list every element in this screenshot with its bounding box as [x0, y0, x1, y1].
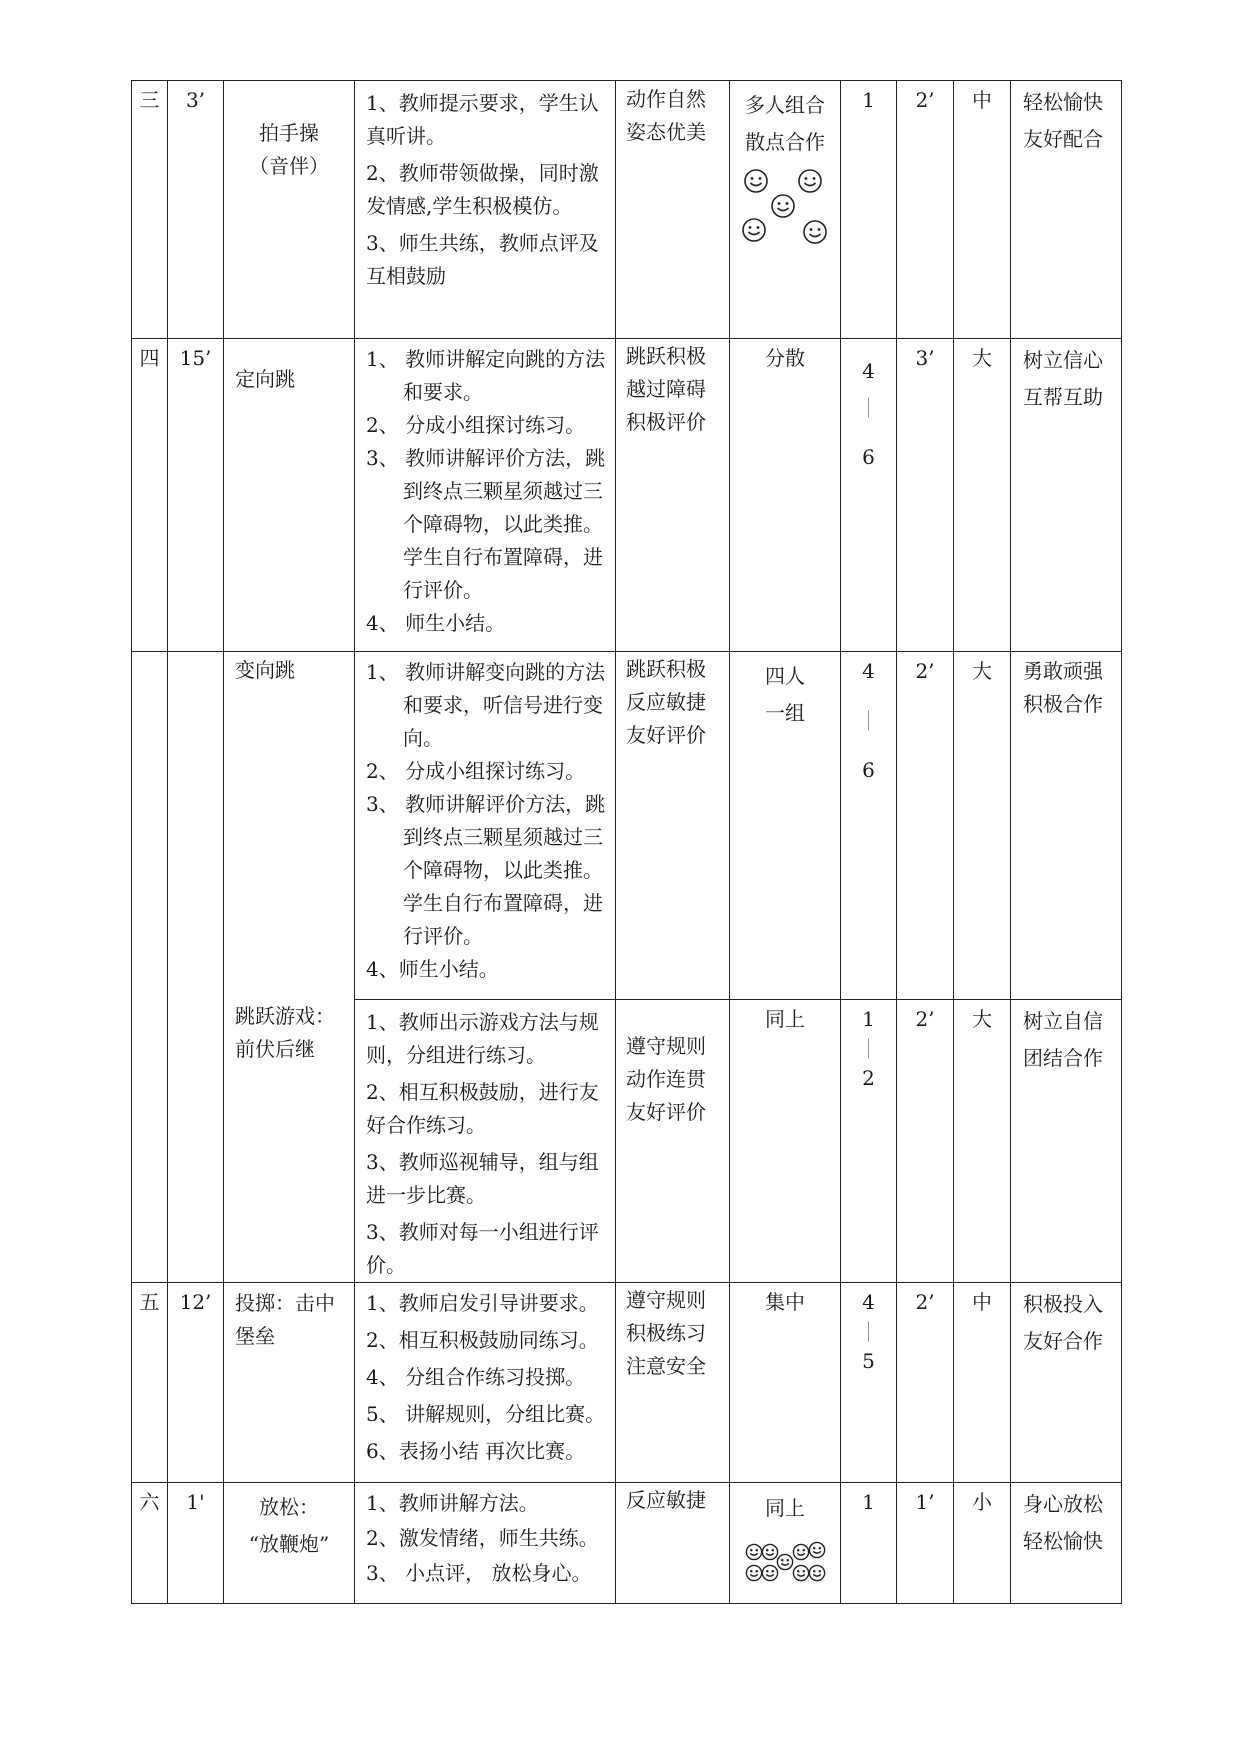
smiley-face-icon [802, 219, 828, 245]
target-line: 姿态优美 [626, 120, 706, 144]
smiley-face-icon [761, 1564, 779, 1582]
rest-cell: 3’ [897, 339, 954, 652]
step-item: 4、师生小结。 [366, 957, 499, 981]
reps-line: 1 [862, 1007, 875, 1031]
rest-cell: 2’ [897, 1000, 954, 1283]
content-line: 变向跳 [235, 658, 295, 682]
reps-line: 2 [862, 1066, 875, 1090]
content-line: 堡垒 [235, 1324, 275, 1348]
seq-cell: 五 [132, 1283, 168, 1483]
content-line: 前伏后继 [235, 1037, 315, 1061]
step-item: 5、 讲解规则，分组比赛。 [366, 1402, 606, 1426]
smiley-face-icon [743, 168, 769, 194]
formation-line: 多人组合 [745, 93, 825, 117]
content-cell [224, 1283, 355, 1483]
step-item: 3、教师巡视辅导，组与组进一步比赛。 [366, 1150, 599, 1207]
goal-cell [1011, 1283, 1122, 1483]
step-item: 2、 分成小组探讨练习。 [366, 759, 586, 783]
goal-line: 轻松愉快 [1023, 1529, 1103, 1553]
steps-cell [355, 339, 616, 652]
steps-cell [355, 652, 616, 1000]
goal-line: 树立信心 [1023, 348, 1103, 372]
target-line: 遵守规则 [626, 1034, 706, 1058]
smiley-face-icon [797, 168, 823, 194]
reps-line: 1 [862, 1490, 875, 1514]
time-cell: 1' [168, 1483, 224, 1604]
goal-line: 身心放松 [1023, 1492, 1103, 1516]
step-item: 2、相互积极鼓励，进行友好合作练习。 [366, 1080, 599, 1137]
seq-cell [132, 652, 168, 1283]
steps-cell [355, 1000, 616, 1283]
target-cell [616, 1483, 730, 1604]
target-cell [616, 1000, 730, 1283]
reps-separator: ｜ [858, 709, 879, 733]
goal-line: 积极投入 [1023, 1292, 1103, 1316]
target-line: 越过障碍 [626, 377, 706, 401]
intensity-cell: 大 [954, 339, 1011, 652]
rest-cell: 2’ [897, 1283, 954, 1483]
step-item: 6、表扬小结 再次比赛。 [366, 1439, 586, 1463]
smiley-face-icon [741, 217, 767, 243]
rest-cell: 2’ [897, 81, 954, 339]
reps-separator: ｜ [858, 1037, 879, 1061]
target-line: 遵守规则 [626, 1288, 706, 1312]
goal-cell [1011, 1000, 1122, 1283]
formation-cell [730, 1483, 841, 1604]
goal-line: 互帮互助 [1023, 385, 1103, 409]
goal-line: 树立自信 [1023, 1009, 1103, 1033]
step-item: 3、 小点评， 放松身心。 [366, 1561, 592, 1585]
step-item: 2、教师带领做操，同时激发情感,学生积极模仿。 [366, 161, 599, 218]
smiley-face-icon [808, 1541, 826, 1559]
seq-cell: 六 [132, 1483, 168, 1604]
goal-cell [1011, 81, 1122, 339]
steps-cell [355, 1283, 616, 1483]
target-cell [616, 339, 730, 652]
content-cell [224, 81, 355, 339]
step-item: 3、教师对每一小组进行评价。 [366, 1220, 599, 1277]
step-item: 1、教师提示要求，学生认真听讲。 [366, 91, 599, 148]
rest-cell: 1’ [897, 1483, 954, 1604]
step-item: 1、 教师讲解定向跳的方法和要求。 [366, 347, 606, 404]
step-item: 3、师生共练，教师点评及互相鼓励 [366, 231, 599, 288]
step-item: 2、相互积极鼓励同练习。 [366, 1328, 599, 1352]
content-line: 跳跃游戏： [235, 1004, 335, 1028]
reps-cell [841, 1283, 897, 1483]
formation-cell [730, 81, 841, 339]
table-row [132, 81, 1122, 339]
formation-diagram [730, 165, 840, 245]
target-line: 友好评价 [626, 1100, 706, 1124]
reps-line: 4 [862, 659, 875, 683]
content-line: “放鞭炮” [248, 1532, 330, 1556]
content-line: 拍手操 [259, 121, 319, 145]
reps-cell [841, 652, 897, 1000]
steps-cell [355, 81, 616, 339]
time-cell: 12’ [168, 1283, 224, 1483]
intensity-cell: 大 [954, 1000, 1011, 1283]
intensity-cell: 小 [954, 1483, 1011, 1604]
goal-line: 积极合作 [1023, 692, 1103, 716]
target-cell [616, 1283, 730, 1483]
content-cell [224, 339, 355, 652]
step-item: 4、 师生小结。 [366, 611, 506, 635]
step-item: 1、教师出示游戏方法与规则，分组进行练习。 [366, 1010, 599, 1067]
content-cell [224, 1483, 355, 1604]
target-line: 动作连贯 [626, 1067, 706, 1091]
target-line: 动作自然 [626, 87, 706, 111]
target-line: 反应敏捷 [626, 690, 706, 714]
goal-line: 团结合作 [1023, 1046, 1103, 1070]
content-line: 放松： [259, 1495, 319, 1519]
table-row [132, 1483, 1122, 1604]
formation-line: 同上 [765, 1496, 805, 1520]
target-cell [616, 652, 730, 1000]
step-item: 3、 教师讲解评价方法，跳到终点三颗星须越过三个障碍物，以此类推。学生自行布置障碍，进行评价。 [366, 446, 606, 602]
formation-line: 分散 [765, 346, 805, 370]
reps-line: 5 [862, 1349, 875, 1373]
step-item: 2、 分成小组探讨练习。 [366, 413, 586, 437]
table-row [132, 1283, 1122, 1483]
time-cell: 3’ [168, 81, 224, 339]
formation-line: 一组 [765, 701, 805, 725]
goal-line: 友好合作 [1023, 1329, 1103, 1353]
lesson-plan-table [131, 80, 1122, 1604]
reps-cell [841, 81, 897, 339]
goal-line: 轻松愉快 [1023, 90, 1103, 114]
reps-line: 6 [862, 758, 875, 782]
content-line: 投掷：击中 [235, 1291, 335, 1315]
formation-line: 同上 [765, 1007, 805, 1031]
seq-cell: 四 [132, 339, 168, 652]
reps-cell [841, 339, 897, 652]
reps-cell [841, 1483, 897, 1604]
formation-cell [730, 652, 841, 1000]
steps-cell [355, 1483, 616, 1604]
formation-cell [730, 1283, 841, 1483]
step-item: 1、教师启发引导讲要求。 [366, 1291, 599, 1315]
content-line: （音伴） [249, 154, 329, 178]
table-row [132, 652, 1122, 1000]
reps-line: 4 [862, 359, 875, 383]
goal-cell [1011, 1483, 1122, 1604]
content-line: 定向跳 [235, 367, 295, 391]
reps-line: 4 [862, 1290, 875, 1314]
intensity-cell: 大 [954, 652, 1011, 1000]
reps-cell [841, 1000, 897, 1283]
formation-line: 四人 [765, 664, 805, 688]
target-line: 跳跃积极 [626, 657, 706, 681]
goal-line: 勇敢顽强 [1023, 659, 1103, 683]
target-line: 反应敏捷 [626, 1488, 706, 1512]
formation-diagram [740, 1539, 830, 1585]
content-cell [224, 652, 355, 1283]
smiley-face-icon [808, 1564, 826, 1582]
rest-cell: 2’ [897, 652, 954, 1000]
step-item: 4、 分组合作练习投掷。 [366, 1365, 586, 1389]
time-cell: 15’ [168, 339, 224, 652]
formation-cell [730, 1000, 841, 1283]
step-item: 2、激发情绪，师生共练。 [366, 1526, 599, 1550]
formation-cell [730, 339, 841, 652]
time-cell [168, 652, 224, 1283]
step-item: 1、教师讲解方法。 [366, 1491, 539, 1515]
goal-line: 友好配合 [1023, 127, 1103, 151]
step-item: 1、 教师讲解变向跳的方法和要求，听信号进行变向。 [366, 660, 606, 750]
target-line: 友好评价 [626, 723, 706, 747]
smiley-face-icon [770, 193, 796, 219]
reps-line: 6 [862, 445, 875, 469]
target-line: 积极练习 [626, 1321, 706, 1345]
formation-line: 散点合作 [745, 130, 825, 154]
target-cell [616, 81, 730, 339]
table-row [132, 339, 1122, 652]
goal-cell [1011, 652, 1122, 1000]
step-item: 3、 教师讲解评价方法，跳到终点三颗星须越过三个障碍物，以此类推。学生自行布置障碍，进行评价。 [366, 792, 606, 948]
target-line: 注意安全 [626, 1354, 706, 1378]
seq-cell: 三 [132, 81, 168, 339]
formation-line: 集中 [765, 1290, 805, 1314]
reps-separator: ｜ [858, 396, 879, 420]
target-line: 积极评价 [626, 410, 706, 434]
reps-line: 1 [862, 88, 875, 112]
goal-cell [1011, 339, 1122, 652]
target-line: 跳跃积极 [626, 344, 706, 368]
intensity-cell: 中 [954, 81, 1011, 339]
reps-separator: ｜ [858, 1320, 879, 1344]
intensity-cell: 中 [954, 1283, 1011, 1483]
